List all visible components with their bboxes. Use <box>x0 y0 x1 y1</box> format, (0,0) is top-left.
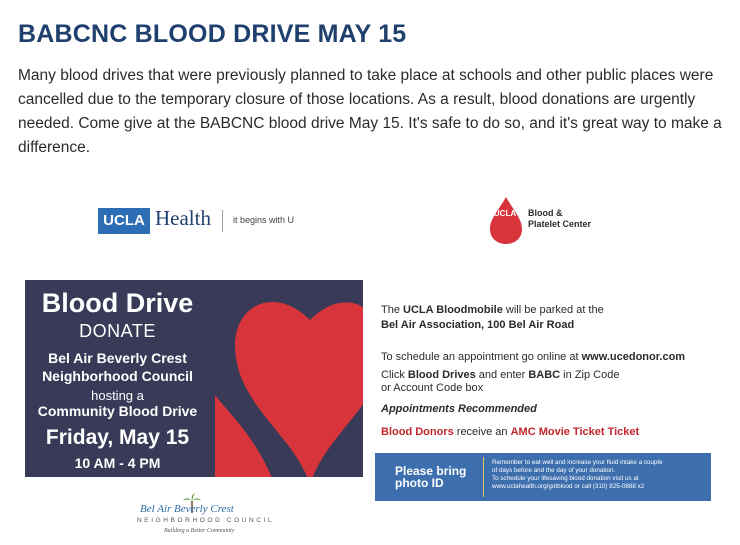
detail-text: will be parked at the <box>502 304 604 316</box>
note-line: www.uclahealth.org/gotblood or call (310) 825-0888 x2 <box>492 483 645 490</box>
bring-line1: Please bring <box>395 464 467 478</box>
page-title: BABCNC BLOOD DRIVE MAY 15 <box>18 20 407 48</box>
detail-bold: UCLA Bloodmobile <box>403 304 503 316</box>
detail-reward <box>381 426 639 438</box>
info-box-notes <box>492 459 707 491</box>
logo-divider <box>222 210 223 232</box>
bpc-line1: Blood & <box>528 208 563 218</box>
flyer-date: Friday, May 15 <box>45 426 190 449</box>
heart-icon <box>215 285 363 477</box>
flyer-council-line1: Bel Air Beverly Crest <box>48 350 187 366</box>
detail-bloodmobile <box>381 304 604 316</box>
detail-text: and enter <box>475 369 529 381</box>
drop-label: UCLA <box>493 209 517 218</box>
flyer-title: Blood Drive <box>41 288 194 318</box>
detail-text: in Zip Code <box>560 369 620 381</box>
council-logo-tagline: Building a Better Community <box>164 528 235 534</box>
info-box-divider <box>483 457 484 497</box>
detail-donors: Blood Donors <box>381 426 454 438</box>
detail-text: receive an <box>453 426 511 438</box>
council-logo-name: Bel Air Beverly Crest <box>140 503 234 515</box>
ucla-logo-box: UCLA <box>98 208 150 234</box>
bring-line2: photo ID <box>395 476 444 490</box>
detail-website: www.ucedonor.com <box>581 351 686 363</box>
flyer-donate: DONATE <box>79 321 156 341</box>
flyer-council-line2: Neighborhood Council <box>42 368 193 384</box>
detail-appointments: Appointments Recommended <box>381 403 537 415</box>
flyer-hosting: hosting a <box>91 388 144 403</box>
detail-text: To schedule an appointment go online at <box>381 351 582 363</box>
detail-account-code: or Account Code box <box>381 382 484 394</box>
detail-code: BABC <box>528 369 561 381</box>
note-line: To schedule your lifesaving blood donation visit us at <box>492 475 639 482</box>
note-line: of days before and the day of your donation. <box>492 467 616 474</box>
flyer-panel <box>25 280 363 477</box>
detail-text: The <box>381 304 404 316</box>
bring-id-label <box>395 465 466 489</box>
ucla-health-wordmark: Health <box>155 206 211 230</box>
flyer-time: 10 AM - 4 PM <box>74 455 161 471</box>
blood-drop-icon <box>488 195 524 245</box>
detail-text: Click <box>381 369 408 381</box>
detail-instructions <box>381 369 619 381</box>
bpc-line2: Platelet Center <box>528 219 592 229</box>
note-line: Remember to eat well and increase your fluid intake a couple <box>492 459 663 466</box>
detail-location: Bel Air Association, 100 Bel Air Road <box>381 319 575 331</box>
intro-paragraph: Many blood drives that were previously planned to take place at schools and other public places were cancelled due to the temporary closure of those locations. As a result, blood donations are urgently needed. Come give at the BABCNC blood drive May 15. It's safe to do so, and it's great way to make a difference. <box>18 67 722 156</box>
ucla-tagline: it begins with U <box>233 215 295 225</box>
detail-ticket: AMC Movie Ticket Ticket <box>510 426 640 438</box>
blood-platelet-center-label <box>528 208 591 230</box>
detail-schedule <box>381 351 685 363</box>
flyer-community: Community Blood Drive <box>37 403 198 419</box>
detail-bold: Blood Drives <box>407 369 476 381</box>
council-logo-subtitle: NEIGHBORHOOD COUNCIL <box>137 517 275 524</box>
